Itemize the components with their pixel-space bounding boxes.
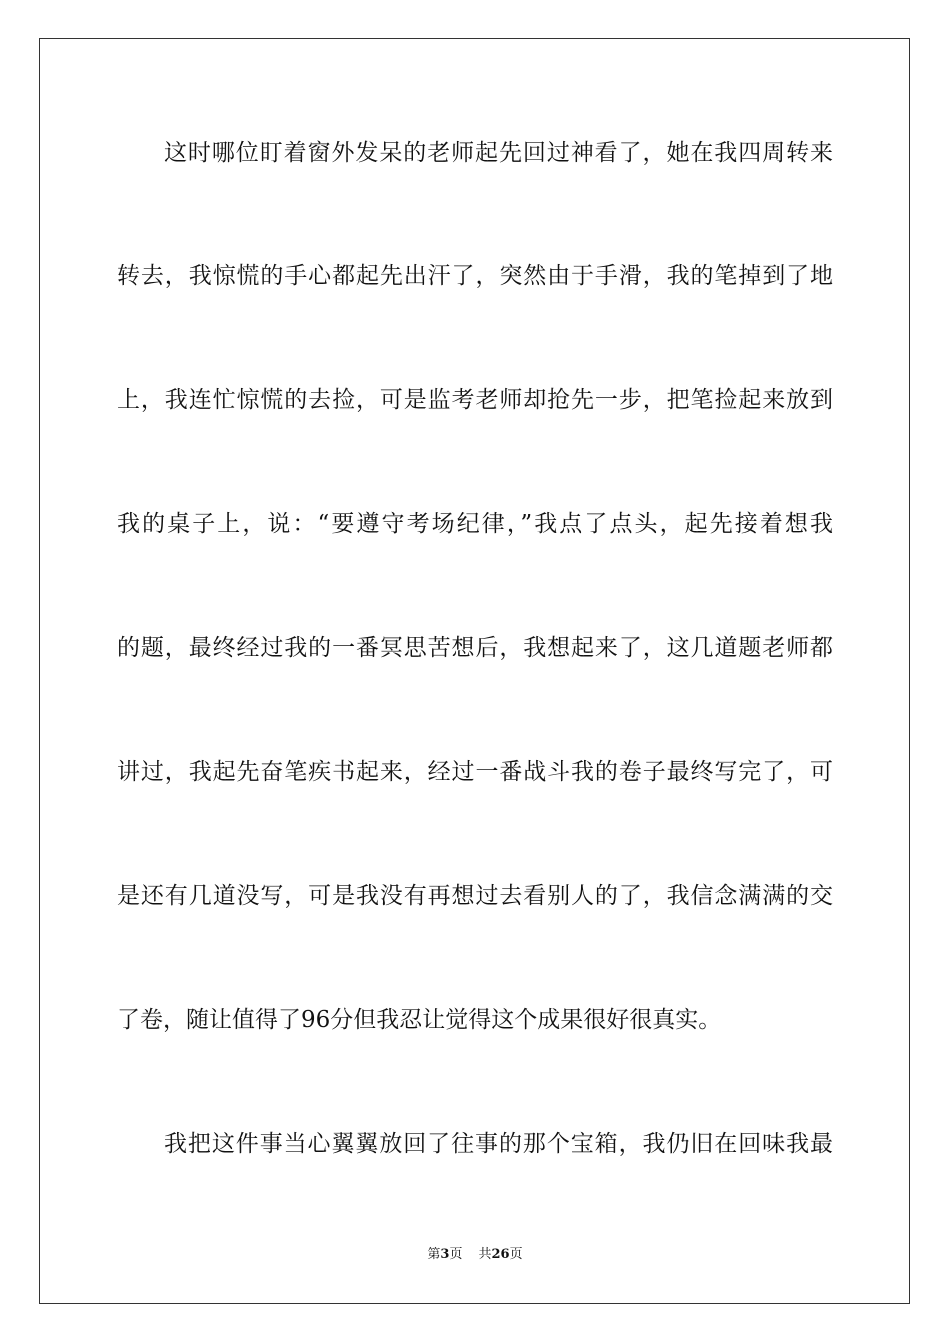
total-suffix: 页 <box>509 1247 523 1262</box>
page-prefix: 第 <box>427 1247 441 1262</box>
total-pages: 26 <box>491 1247 510 1262</box>
paragraph-1-line-8: 了卷，随让值得了96分但我忍让觉得这个成果很好很真实。 <box>117 1007 722 1033</box>
paragraph-1-line-5: 的题，最终经过我的一番冥思苦想后，我想起来了，这几道题老师都 <box>117 635 833 661</box>
paragraph-1-line-2: 转去，我惊慌的手心都起先出汗了，突然由于手滑，我的笔掉到了地 <box>117 263 833 289</box>
page-footer <box>0 1246 950 1264</box>
total-prefix: 共 <box>478 1247 492 1262</box>
page-border <box>39 38 910 1304</box>
page-suffix: 页 <box>449 1247 463 1262</box>
paragraph-1-line-7: 是还有几道没写，可是我没有再想过去看别人的了，我信念满满的交 <box>117 883 833 909</box>
paragraph-1-line-4: 我的桌子上，说：“要遵守考场纪律，”我点了点头，起先接着想我 <box>117 511 833 537</box>
paragraph-1-line-1: 这时哪位盯着窗外发呆的老师起先回过神看了，她在我四周转来 <box>164 140 833 166</box>
paragraph-1-line-6: 讲过，我起先奋笔疾书起来，经过一番战斗我的卷子最终写完了，可 <box>117 759 833 785</box>
paragraph-1-line-3: 上，我连忙惊慌的去捡，可是监考老师却抢先一步，把笔捡起来放到 <box>117 387 833 413</box>
page-number: 3 <box>440 1247 450 1262</box>
paragraph-2-line-1: 我把这件事当心翼翼放回了往事的那个宝箱，我仍旧在回味我最 <box>164 1131 833 1157</box>
